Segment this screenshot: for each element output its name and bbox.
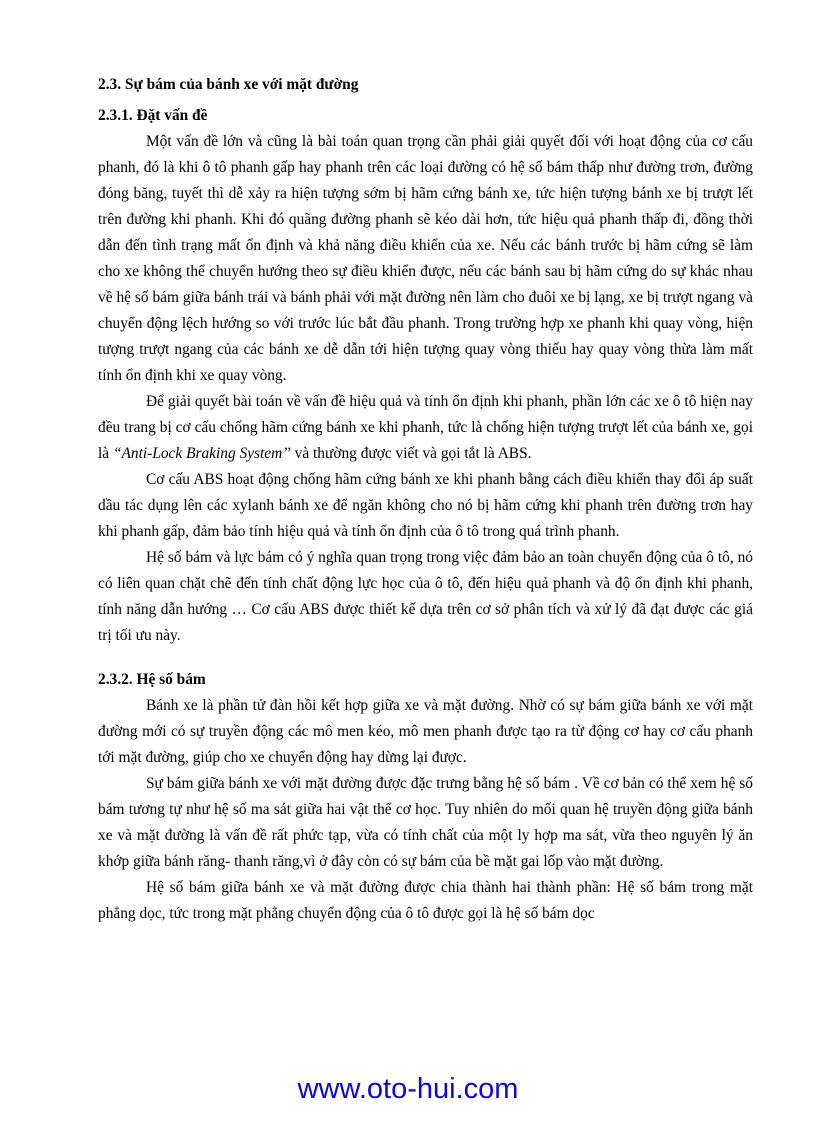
paragraph-7: Hệ số bám giữa bánh xe và mặt đường được chia thành hai thành phần: Hệ số bám trong mặt phẳng dọc, tức trong mặt phẳng chuyển động của ô tô được gọi là hệ số bám dọc [98, 879, 753, 922]
paragraph-2 [98, 389, 753, 467]
paragraph-1: Một vấn đề lớn và cũng là bài toán quan trọng cần phải giải quyết đối với hoạt động của cơ cấu phanh, đó là khi ô tô phanh gấp hay phanh trên các loại đường có hệ số bám thấp như đường trơn, đường đóng băng, tuyết thì dễ xảy ra hiện tượng sớm bị hãm cứng bánh xe, tức hiện tượng bánh xe bị trượt lết trên đường khi phanh. Khi đó quãng đường phanh sẽ kéo dài hơn, tức hiệu quả phanh thấp đi, đồng thời dẫn đến tình trạng mất ổn định và khả năng điều khiển của xe. Nếu các bánh trước bị hãm cứng sẽ làm cho xe không thể chuyển hướng theo sự điều khiển được, nếu các bánh sau bị hãm cứng do sự khác nhau về hệ số bám giữa bánh trái và bánh phải với mặt đường nên làm cho đuôi xe bị lạng, xe bị trượt ngang và chuyển động lệch hướng so với trước lúc bắt đầu phanh. Trong trường hợp xe phanh khi quay vòng, hiện tượng trượt ngang của các bánh xe dễ dẫn tới hiện tượng quay vòng thiếu hay quay vòng thừa làm mất tính ổn định khi xe quay vòng. [98, 133, 753, 384]
section-heading-2-3-1: 2.3.1. Đặt vấn đề [98, 107, 208, 124]
document-body [98, 72, 753, 927]
paragraph-5: Bánh xe là phần tử đàn hồi kết hợp giữa xe và mặt đường. Nhờ có sự bám giữa bánh xe với mặt đường mới có sự truyền động các mô men kéo, mô men phanh được tạo ra từ động cơ hay cơ cấu phanh tới mặt đường, giúp cho xe chuyển động hay dừng lại được. [98, 697, 753, 766]
paragraph-2-text-b: và thường được viết và gọi tắt là ABS. [290, 445, 532, 462]
abs-term: “Anti-Lock Braking System’’ [112, 445, 291, 462]
section-heading-2-3: 2.3. Sự bám của bánh xe với mặt đường [98, 76, 359, 93]
website-footer: www.oto-hui.com [297, 1073, 519, 1105]
paragraph-2-text-a: Để giải quyết bài toán về vấn đề hiệu quả và tính ổn định khi phanh, phần lớn các xe ô tô hiện nay đều trang bị cơ cấu chống hãm cứng bánh xe khi phanh, tức là chống hiện tượng trượt lết của bánh xe, gọi là [98, 393, 753, 462]
paragraph-6: Sự bám giữa bánh xe với mặt đường được đặc trưng bằng hệ số bám . Về cơ bản có thể xem hệ số bám tương tự như hệ số ma sát giữa hai vật thể cơ học. Tuy nhiên do mối quan hệ truyền động giữa bánh xe và mặt đường là vấn đề rất phức tạp, vừa có tính chất của một ly hợp ma sát, vừa theo nguyên lý ăn khớp giữa bánh răng- thanh răng,vì ở đây còn có sự bám của bề mặt gai lốp vào mặt đường. [98, 775, 753, 870]
section-heading-2-3-2: 2.3.2. Hệ số bám [98, 671, 206, 688]
paragraph-3: Cơ cấu ABS hoạt động chống hãm cứng bánh xe khi phanh bằng cách điều khiển thay đổi áp suất dầu tác dụng lên các xylanh bánh xe để ngăn không cho nó bị hãm cứng khi phanh trên đường trơn hay khi phanh gấp, đảm bảo tính hiệu quả và tính ổn định của ô tô trong quá trình phanh. [98, 471, 753, 540]
paragraph-4: Hệ số bám và lực bám có ý nghĩa quan trọng trong việc đảm bảo an toàn chuyển động của ô tô, nó có liên quan chặt chẽ đến tính chất động lực học của ô tô, đến hiệu quả phanh và độ ổn định khi phanh, tính năng dẫn hướng … Cơ cấu ABS được thiết kế dựa trên cơ sở phân tích và xử lý đã đạt được các giá trị tối ưu này. [98, 549, 753, 644]
